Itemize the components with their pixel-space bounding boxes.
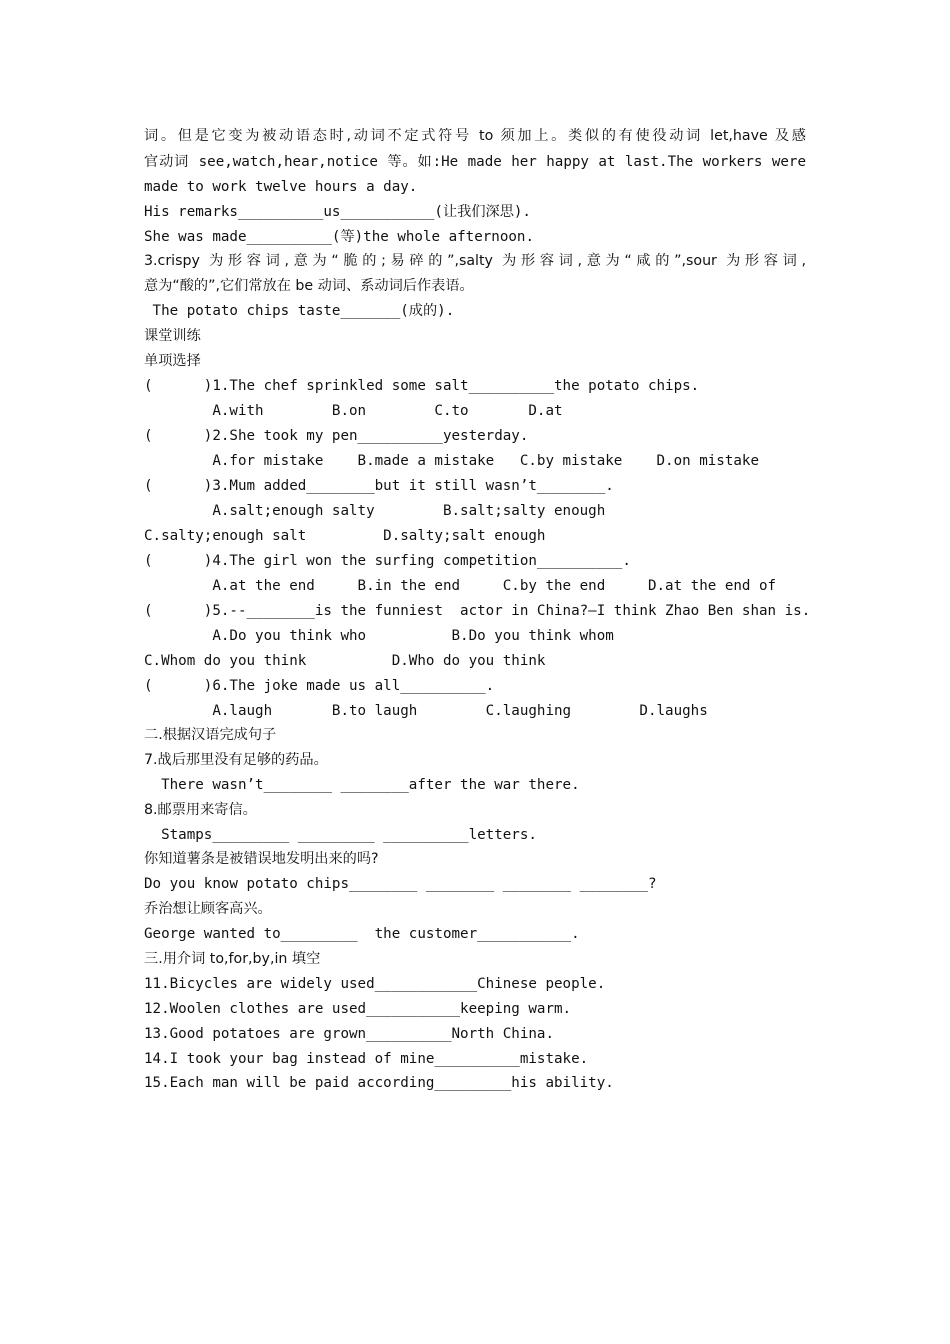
question-8-english: Stamps_________ _________ __________letters. [144, 827, 537, 843]
intro-line-3: made to work twelve hours a day. [144, 179, 418, 195]
intro-line-8: The potato chips taste_______(成的). [144, 303, 455, 319]
question-9-chinese: 你知道薯条是被错误地发明出来的吗? [144, 851, 379, 867]
question-10-english: George wanted to_________ the customer___________. [144, 926, 580, 942]
intro-line-4: His remarks__________us___________(让我们深思). [144, 204, 531, 220]
intro-line-2: 官动词 see,watch,hear,notice 等。如:He made her happy at last.The workers were [144, 154, 806, 170]
question-4-options: A.at the end B.in the end C.by the end D.at the end of [144, 578, 777, 594]
question-5-options-ab: A.Do you think who B.Do you think whom [144, 628, 614, 644]
question-5-stem: ( )5.--________is the funniest actor in China?—I think Zhao Ben shan is. [144, 603, 811, 619]
question-10-chinese: 乔治想让顾客高兴。 [144, 901, 272, 917]
question-8-chinese: 8.邮票用来寄信。 [144, 802, 257, 818]
question-3-options-ab: A.salt;enough salty B.salt;salty enough [144, 503, 606, 519]
question-14: 14.I took your bag instead of mine__________mistake. [144, 1051, 589, 1067]
question-11: 11.Bicycles are widely used____________Chinese people. [144, 976, 606, 992]
question-3-options-cd: C.salty;enough salt D.salty;salt enough [144, 528, 546, 544]
intro-line-5: She was made__________(等)the whole afternoon. [144, 229, 535, 245]
question-5-options-cd: C.Whom do you think D.Who do you think [144, 653, 546, 669]
question-13: 13.Good potatoes are grown__________North China. [144, 1026, 554, 1042]
question-6-stem: ( )6.The joke made us all__________. [144, 678, 495, 694]
question-2-stem: ( )2.She took my pen__________yesterday. [144, 428, 529, 444]
section-heading-three: 三.用介词 to,for,by,in 填空 [144, 951, 321, 967]
question-9-english: Do you know potato chips________ ________ ________ ________? [144, 876, 657, 892]
question-12: 12.Woolen clothes are used___________keeping warm. [144, 1001, 572, 1017]
question-15: 15.Each man will be paid according_________his ability. [144, 1075, 614, 1091]
question-1-options: A.with B.on C.to D.at [144, 403, 563, 419]
intro-line-7: 意为“酸的”,它们常放在 be 动词、系动词后作表语。 [144, 278, 474, 294]
question-2-options: A.for mistake B.made a mistake C.by mistake D.on mistake [144, 453, 759, 469]
intro-line-6: 3.crispy 为形容词,意为“脆的;易碎的”,salty 为形容词,意为“咸的”,sour 为形容词, [144, 253, 806, 269]
section-heading-single-choice: 单项选择 [144, 353, 201, 369]
section-heading-practice: 课堂训练 [144, 328, 201, 344]
section-heading-two: 二.根据汉语完成句子 [144, 727, 277, 743]
question-1-stem: ( )1.The chef sprinkled some salt__________the potato chips. [144, 378, 700, 394]
question-6-options: A.laugh B.to laugh C.laughing D.laughs [144, 703, 708, 719]
intro-line-1: 词。但是它变为被动语态时,动词不定式符号 to 须加上。类似的有使役动词 let,have 及感 [144, 128, 806, 144]
question-7-english: There wasn’t________ ________after the war there. [144, 777, 580, 793]
question-3-stem: ( )3.Mum added________but it still wasn’t________. [144, 478, 614, 494]
question-4-stem: ( )4.The girl won the surfing competition__________. [144, 553, 631, 569]
question-7-chinese: 7.战后那里没有足够的药品。 [144, 752, 328, 768]
